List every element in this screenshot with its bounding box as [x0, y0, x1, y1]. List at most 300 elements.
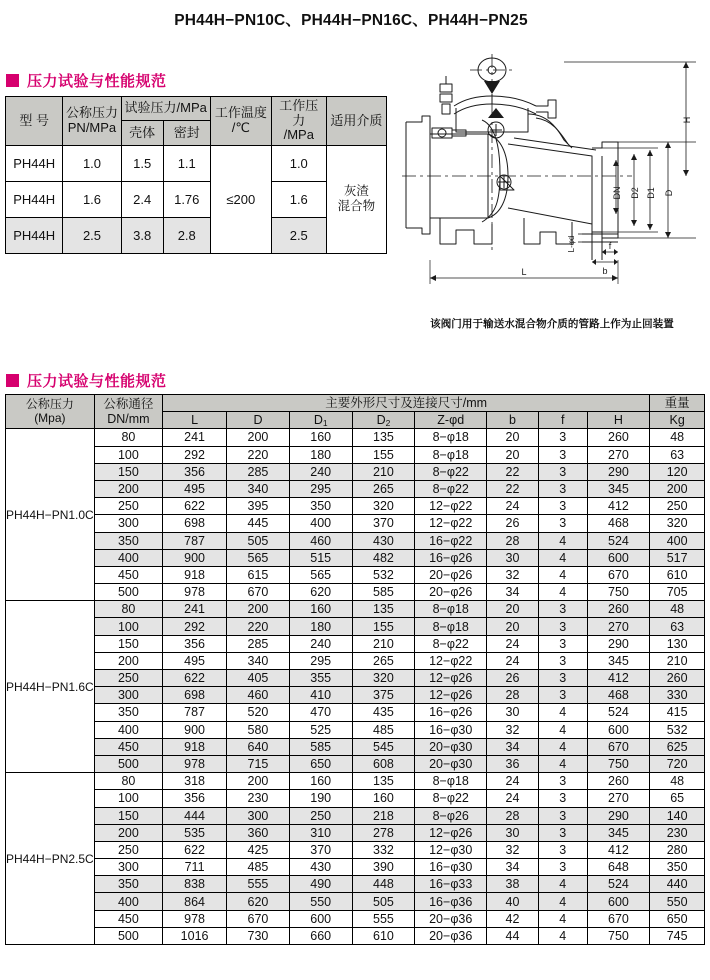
- cell-D1: 355: [289, 670, 352, 687]
- cell-Z: 8−φ18: [415, 618, 487, 635]
- cell-D: 200: [227, 429, 290, 446]
- cell-H: 670: [587, 566, 650, 583]
- cell-D2: 555: [352, 910, 415, 927]
- cell-dn: 500: [94, 927, 162, 944]
- dim-label-L: L: [521, 267, 527, 277]
- cell-L: 356: [163, 790, 227, 807]
- cell-D1: 295: [289, 480, 352, 497]
- cell-b: 42: [487, 910, 539, 927]
- cell-D1: 660: [289, 927, 352, 944]
- cell-D: 620: [227, 893, 290, 910]
- th-work-temp-line1: 工作温度: [214, 105, 267, 121]
- cell-f: 4: [538, 876, 587, 893]
- cell-D1: 470: [289, 704, 352, 721]
- table-row: [6, 652, 705, 669]
- cell-Z: 12−φ22: [415, 498, 487, 515]
- cell-group-name: PH44H−PN1.6C: [6, 601, 95, 773]
- cell-D1: 565: [289, 566, 352, 583]
- th-H: H: [587, 412, 650, 429]
- table-row: [6, 841, 705, 858]
- cell-b: 34: [487, 859, 539, 876]
- cell-D2: 135: [352, 601, 415, 618]
- section-title-text: 压力试验与性能规范: [27, 73, 167, 90]
- cell-L: 292: [163, 618, 227, 635]
- cell-kg: 63: [650, 618, 705, 635]
- cell-D: 220: [227, 446, 290, 463]
- cell-H: 260: [587, 773, 650, 790]
- cell-b: 32: [487, 721, 539, 738]
- cell-D2: 210: [352, 635, 415, 652]
- cell-dn: 300: [94, 515, 162, 532]
- cell-Z: 16−φ36: [415, 893, 487, 910]
- table-row: [6, 515, 705, 532]
- cell-D: 505: [227, 532, 290, 549]
- cell-D2: 482: [352, 549, 415, 566]
- cell-D: 230: [227, 790, 290, 807]
- cell-kg: 517: [650, 549, 705, 566]
- cell-H: 600: [587, 721, 650, 738]
- cell-b: 22: [487, 463, 539, 480]
- cell-H: 270: [587, 618, 650, 635]
- cell-D: 360: [227, 824, 290, 841]
- cell-Z: 20−φ30: [415, 755, 487, 772]
- table-row: [6, 893, 705, 910]
- cell-f: 3: [538, 790, 587, 807]
- th-seal: 密封: [163, 121, 210, 145]
- table-row: [6, 549, 705, 566]
- cell-D: 730: [227, 927, 290, 944]
- cell-dn: 250: [94, 670, 162, 687]
- cell-H: 260: [587, 429, 650, 446]
- cell-b: 30: [487, 704, 539, 721]
- cell-f: 4: [538, 584, 587, 601]
- cell-b: 38: [487, 876, 539, 893]
- cell-pn: 1.0: [63, 145, 121, 181]
- table1-header-row-1: [6, 97, 387, 121]
- table-row: [6, 738, 705, 755]
- cell-dn: 400: [94, 893, 162, 910]
- cell-H: 524: [587, 704, 650, 721]
- cell-Z: 8−φ18: [415, 429, 487, 446]
- cell-D1: 240: [289, 463, 352, 480]
- cell-D: 580: [227, 721, 290, 738]
- cell-Z: 12−φ26: [415, 687, 487, 704]
- th-b: b: [487, 412, 539, 429]
- cell-b: 20: [487, 429, 539, 446]
- cell-L: 495: [163, 652, 227, 669]
- cell-Z: 20−φ26: [415, 566, 487, 583]
- cell-f: 3: [538, 652, 587, 669]
- cell-kg: 48: [650, 773, 705, 790]
- th-dimensions-span: 主要外形尺寸及连接尺寸/mm: [163, 395, 650, 412]
- table-row: [6, 807, 705, 824]
- cell-H: 345: [587, 652, 650, 669]
- cell-L: 698: [163, 515, 227, 532]
- cell-dn: 250: [94, 498, 162, 515]
- cell-Z: 20−φ26: [415, 584, 487, 601]
- cell-H: 290: [587, 463, 650, 480]
- cell-kg: 745: [650, 927, 705, 944]
- cell-D1: 550: [289, 893, 352, 910]
- th-D2: $D_2$: [352, 412, 415, 429]
- cell-b: 24: [487, 773, 539, 790]
- cell-D1: 295: [289, 652, 352, 669]
- cell-b: 26: [487, 670, 539, 687]
- th-work-pressure-line1: 工作压力: [279, 98, 319, 128]
- cell-b: 30: [487, 549, 539, 566]
- cell-kg: 48: [650, 601, 705, 618]
- cell-H: 270: [587, 790, 650, 807]
- cell-f: 3: [538, 515, 587, 532]
- table-row: [6, 446, 705, 463]
- cell-D: 715: [227, 755, 290, 772]
- cell-D1: 310: [289, 824, 352, 841]
- dimensions-table: [5, 394, 705, 945]
- cell-f: 3: [538, 670, 587, 687]
- cell-kg: 200: [650, 480, 705, 497]
- cell-Z: 16−φ33: [415, 876, 487, 893]
- cell-kg: 250: [650, 498, 705, 515]
- cell-dn: 500: [94, 584, 162, 601]
- cell-dn: 300: [94, 687, 162, 704]
- cell-dn: 350: [94, 876, 162, 893]
- cell-D: 200: [227, 773, 290, 790]
- cell-H: 412: [587, 841, 650, 858]
- cell-D: 395: [227, 498, 290, 515]
- th-f: f: [538, 412, 587, 429]
- cell-f: 3: [538, 480, 587, 497]
- cell-D: 520: [227, 704, 290, 721]
- table-row: [6, 463, 705, 480]
- section-title-text: 压力试验与性能规范: [27, 373, 167, 390]
- cell-Z: 16−φ30: [415, 859, 487, 876]
- cell-Z: 8−φ26: [415, 807, 487, 824]
- cell-D: 200: [227, 601, 290, 618]
- cell-kg: 415: [650, 704, 705, 721]
- cell-kg: 532: [650, 721, 705, 738]
- cell-L: 241: [163, 429, 227, 446]
- cell-kg: 610: [650, 566, 705, 583]
- cell-H: 290: [587, 807, 650, 824]
- cell-Z: 12−φ26: [415, 670, 487, 687]
- table-row: [6, 635, 705, 652]
- cell-dn: 250: [94, 841, 162, 858]
- cell-Z: 16−φ26: [415, 549, 487, 566]
- cell-kg: 650: [650, 910, 705, 927]
- cell-seal: 2.8: [163, 217, 210, 253]
- cell-D: 445: [227, 515, 290, 532]
- th-work-temperature: [210, 97, 271, 146]
- table-row: [6, 824, 705, 841]
- cell-f: 3: [538, 824, 587, 841]
- cell-Z: 8−φ22: [415, 635, 487, 652]
- th-work-pressure: [271, 97, 326, 146]
- cell-kg: 705: [650, 584, 705, 601]
- cell-D2: 545: [352, 738, 415, 755]
- cell-D2: 160: [352, 790, 415, 807]
- cell-work-pressure: 2.5: [271, 217, 326, 253]
- th-weight: 重量: [650, 395, 705, 412]
- cell-H: 412: [587, 670, 650, 687]
- cell-D: 340: [227, 652, 290, 669]
- cell-H: 524: [587, 532, 650, 549]
- cell-D2: 135: [352, 429, 415, 446]
- cell-f: 3: [538, 859, 587, 876]
- cell-dn: 100: [94, 446, 162, 463]
- cell-D1: 160: [289, 773, 352, 790]
- cell-Z: 8−φ18: [415, 446, 487, 463]
- cell-D1: 410: [289, 687, 352, 704]
- table1-body: [6, 97, 387, 254]
- cell-dn: 100: [94, 618, 162, 635]
- dim-label-f: f: [608, 241, 612, 251]
- cell-b: 20: [487, 601, 539, 618]
- cell-D: 565: [227, 549, 290, 566]
- cell-H: 345: [587, 824, 650, 841]
- cell-kg: 48: [650, 429, 705, 446]
- cell-L: 495: [163, 480, 227, 497]
- table-row: [6, 876, 705, 893]
- cell-model: PH44H: [6, 217, 63, 253]
- cell-D2: 532: [352, 566, 415, 583]
- cell-kg: 63: [650, 446, 705, 463]
- cell-work-temperature: ≤200: [210, 145, 271, 253]
- cell-f: 4: [538, 755, 587, 772]
- cell-Z: 20−φ36: [415, 910, 487, 927]
- cell-Z: 8−φ22: [415, 790, 487, 807]
- th-nominal-pressure-line1: 公称压力: [65, 105, 118, 121]
- cell-b: 24: [487, 652, 539, 669]
- cell-dn: 350: [94, 532, 162, 549]
- cell-D2: 370: [352, 515, 415, 532]
- cell-Z: 16−φ22: [415, 532, 487, 549]
- cell-D2: 320: [352, 670, 415, 687]
- cell-D1: 600: [289, 910, 352, 927]
- cell-kg: 65: [650, 790, 705, 807]
- square-bullet-icon: [6, 374, 19, 387]
- cell-dn: 450: [94, 910, 162, 927]
- cell-f: 4: [538, 566, 587, 583]
- cell-kg: 140: [650, 807, 705, 824]
- cell-D: 285: [227, 635, 290, 652]
- cell-L: 622: [163, 670, 227, 687]
- table-row: [6, 773, 705, 790]
- cell-D2: 430: [352, 532, 415, 549]
- th-L: L: [163, 412, 227, 429]
- cell-D1: 400: [289, 515, 352, 532]
- cell-b: 32: [487, 841, 539, 858]
- cell-H: 468: [587, 687, 650, 704]
- cell-f: 4: [538, 721, 587, 738]
- cell-D2: 610: [352, 927, 415, 944]
- cell-b: 32: [487, 566, 539, 583]
- cell-L: 535: [163, 824, 227, 841]
- cell-H: 670: [587, 910, 650, 927]
- cell-H: 600: [587, 549, 650, 566]
- th-work-pressure-line2: /MPa: [283, 127, 314, 143]
- cell-L: 787: [163, 704, 227, 721]
- cell-D: 670: [227, 910, 290, 927]
- cell-D2: 608: [352, 755, 415, 772]
- dimensions-table-body: [6, 395, 705, 945]
- th-D: D: [227, 412, 290, 429]
- dim-label-D: D: [664, 189, 674, 197]
- cell-f: 4: [538, 738, 587, 755]
- cell-D: 615: [227, 566, 290, 583]
- cell-kg: 230: [650, 824, 705, 841]
- cell-dn: 80: [94, 601, 162, 618]
- cell-f: 3: [538, 463, 587, 480]
- cell-L: 787: [163, 532, 227, 549]
- table-row: [6, 584, 705, 601]
- cell-Z: 12−φ22: [415, 515, 487, 532]
- cell-pn: 2.5: [63, 217, 121, 253]
- cell-kg: 330: [650, 687, 705, 704]
- table-row: [6, 790, 705, 807]
- cell-H: 345: [587, 480, 650, 497]
- cell-model: PH44H: [6, 145, 63, 181]
- cell-f: 3: [538, 429, 587, 446]
- cell-b: 44: [487, 927, 539, 944]
- dim-label-D2: D2: [630, 187, 640, 199]
- cell-dn: 150: [94, 807, 162, 824]
- cell-f: 3: [538, 635, 587, 652]
- cell-L: 918: [163, 566, 227, 583]
- page-title: PH44H−PN10C、PH44H−PN16C、PH44H−PN25: [174, 12, 528, 29]
- cell-b: 28: [487, 687, 539, 704]
- cell-seal: 1.76: [163, 181, 210, 217]
- table-row: [6, 601, 705, 618]
- cell-D1: 585: [289, 738, 352, 755]
- cell-b: 24: [487, 498, 539, 515]
- cell-kg: 210: [650, 652, 705, 669]
- table-row: [6, 721, 705, 738]
- dim-label-D1: D1: [646, 187, 656, 199]
- cell-shell: 3.8: [121, 217, 163, 253]
- cell-kg: 350: [650, 859, 705, 876]
- cell-D: 300: [227, 807, 290, 824]
- cell-Z: 12−φ26: [415, 824, 487, 841]
- cell-dn: 350: [94, 704, 162, 721]
- cell-L: 864: [163, 893, 227, 910]
- table-row: [6, 927, 705, 944]
- cell-L: 241: [163, 601, 227, 618]
- cell-b: 34: [487, 738, 539, 755]
- cell-Z: 16−φ26: [415, 704, 487, 721]
- cell-L: 978: [163, 910, 227, 927]
- pressure-test-spec-table: [5, 96, 387, 254]
- cell-H: 750: [587, 584, 650, 601]
- cell-f: 3: [538, 498, 587, 515]
- table-row: [6, 145, 387, 181]
- table-row: [6, 532, 705, 549]
- cell-dn: 80: [94, 429, 162, 446]
- cell-seal: 1.1: [163, 145, 210, 181]
- cell-medium: [326, 145, 386, 253]
- cell-L: 1016: [163, 927, 227, 944]
- cell-H: 648: [587, 859, 650, 876]
- table-row: [6, 618, 705, 635]
- cell-D2: 265: [352, 652, 415, 669]
- cell-D1: 490: [289, 876, 352, 893]
- cell-L: 900: [163, 721, 227, 738]
- th-group-pressure: [6, 395, 95, 429]
- cell-work-pressure: 1.6: [271, 181, 326, 217]
- cell-L: 918: [163, 738, 227, 755]
- th-dn: [94, 395, 162, 429]
- th-dn-line1: 公称通径: [103, 397, 154, 412]
- cell-kg: 130: [650, 635, 705, 652]
- th-test-pressure: 试验压力/MPa: [121, 97, 210, 121]
- cell-kg: 320: [650, 515, 705, 532]
- cell-f: 3: [538, 807, 587, 824]
- cell-D1: 620: [289, 584, 352, 601]
- cell-D2: 265: [352, 480, 415, 497]
- cell-medium-line1: 灰渣: [343, 183, 369, 198]
- cell-H: 412: [587, 498, 650, 515]
- cell-kg: 400: [650, 532, 705, 549]
- cell-dn: 400: [94, 549, 162, 566]
- cell-f: 3: [538, 601, 587, 618]
- cell-D1: 250: [289, 807, 352, 824]
- cell-b: 24: [487, 635, 539, 652]
- cell-D: 640: [227, 738, 290, 755]
- cell-f: 3: [538, 687, 587, 704]
- cell-kg: 440: [650, 876, 705, 893]
- figure-caption: 该阀门用于输送水混合物介质的管路上作为止回装置: [430, 318, 674, 330]
- cell-Z: 12−φ22: [415, 652, 487, 669]
- cell-D: 670: [227, 584, 290, 601]
- section-header-pressure-test-1: [6, 70, 167, 91]
- valve-technical-drawing: [396, 48, 706, 310]
- cell-b: 22: [487, 480, 539, 497]
- table-row: [6, 429, 705, 446]
- cell-D1: 430: [289, 859, 352, 876]
- table-row: [6, 670, 705, 687]
- cell-Z: 20−φ36: [415, 927, 487, 944]
- th-medium: 适用介质: [326, 97, 386, 146]
- table-row: [6, 480, 705, 497]
- cell-D1: 515: [289, 549, 352, 566]
- cell-L: 622: [163, 841, 227, 858]
- cell-D1: 180: [289, 446, 352, 463]
- cell-model: PH44H: [6, 181, 63, 217]
- table-row: [6, 755, 705, 772]
- square-bullet-icon: [6, 74, 19, 87]
- cell-L: 698: [163, 687, 227, 704]
- cell-dn: 150: [94, 635, 162, 652]
- cell-f: 4: [538, 549, 587, 566]
- cell-Z: 8−φ22: [415, 480, 487, 497]
- cell-dn: 500: [94, 755, 162, 772]
- cell-f: 3: [538, 841, 587, 858]
- cell-D1: 370: [289, 841, 352, 858]
- cell-group-name: PH44H−PN2.5C: [6, 773, 95, 945]
- valve-drawing-svg: [396, 48, 706, 310]
- cell-Z: 8−φ18: [415, 601, 487, 618]
- cell-D2: 278: [352, 824, 415, 841]
- cell-H: 670: [587, 738, 650, 755]
- th-model: 型 号: [6, 97, 63, 146]
- cell-dn: 450: [94, 738, 162, 755]
- th-work-temp-line2: /℃: [231, 119, 250, 135]
- cell-kg: 260: [650, 670, 705, 687]
- cell-D2: 448: [352, 876, 415, 893]
- cell-D: 460: [227, 687, 290, 704]
- cell-D1: 350: [289, 498, 352, 515]
- cell-Z: 16−φ30: [415, 721, 487, 738]
- cell-L: 838: [163, 876, 227, 893]
